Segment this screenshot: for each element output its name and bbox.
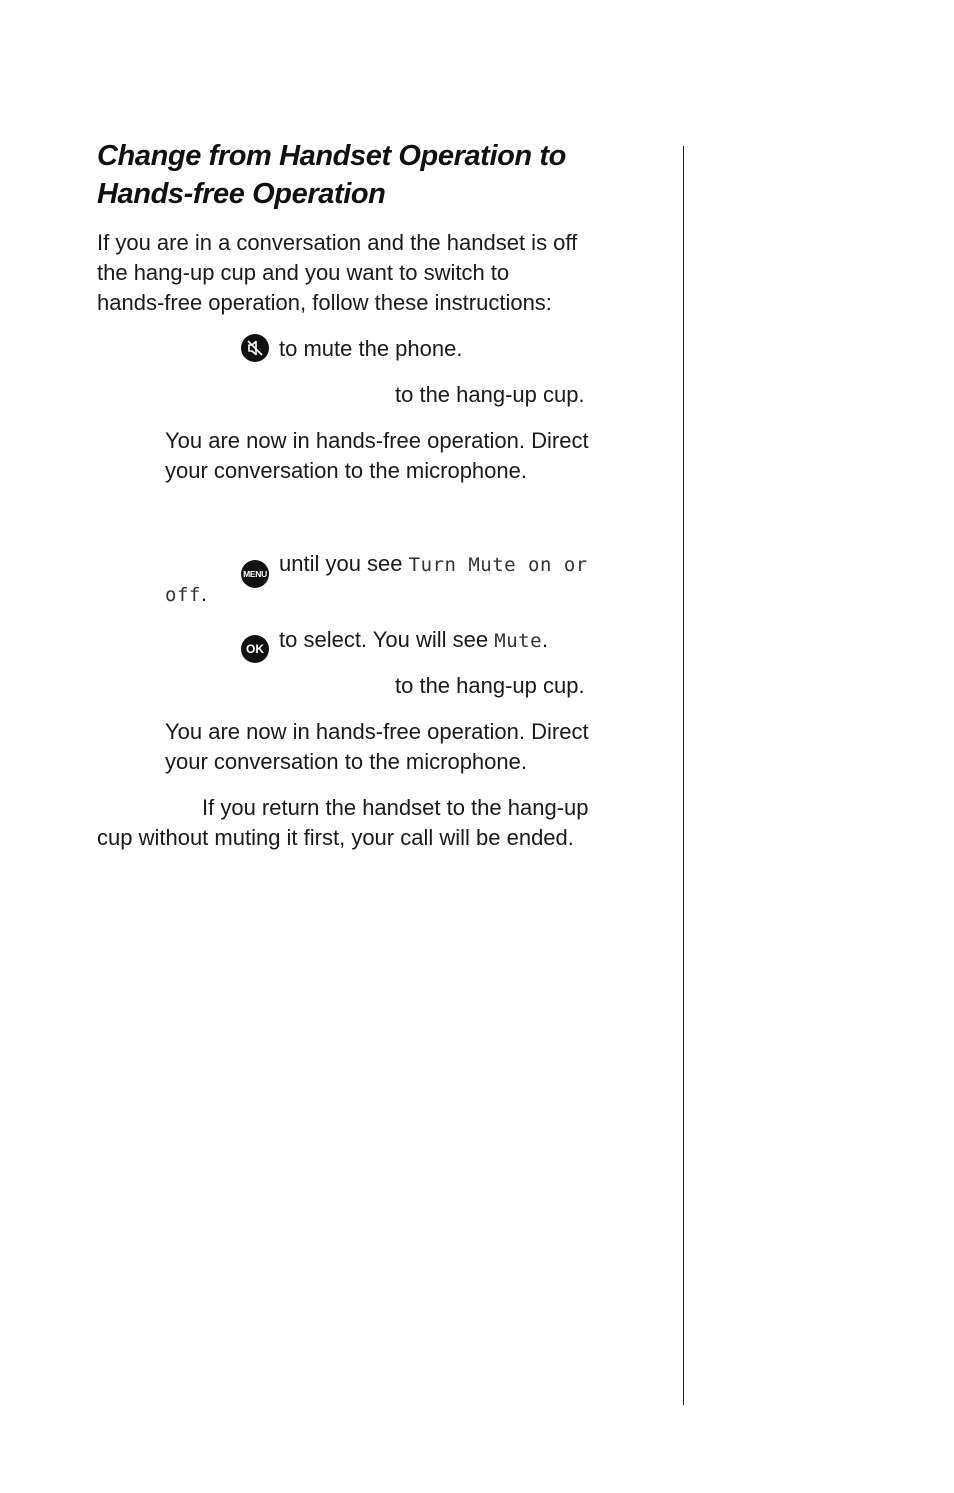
method1-step1-text: to mute the phone. — [279, 336, 463, 361]
lcd-display-turn-mute: Turn Mute on or — [408, 554, 588, 576]
heading-line-2: Hands-free Operation — [97, 178, 386, 210]
intro-line-3: hands-free operation, follow these instructions: — [97, 290, 552, 315]
method2-step1 — [241, 549, 588, 588]
section-heading — [97, 137, 657, 213]
method1-step1 — [241, 334, 462, 364]
method2-step2 — [241, 625, 548, 663]
mute-key-icon — [241, 334, 269, 362]
method1-result-line-1: You are now in hands-free operation. Direct — [165, 428, 589, 453]
column-divider — [683, 146, 684, 1405]
method1-result-line-2: your conversation to the microphone. — [165, 458, 527, 483]
method2-step1-continued — [165, 579, 207, 610]
lcd-display-off: off — [165, 584, 201, 606]
menu-key-icon: MENU — [241, 560, 269, 588]
intro-line-1: If you are in a conversation and the handset is off — [97, 230, 578, 255]
heading-line-1: Change from Handset Operation to — [97, 140, 566, 172]
ok-key-icon: OK — [241, 635, 269, 663]
method2-result-line-1: You are now in hands-free operation. Direct — [165, 719, 589, 744]
lcd-display-mute: Mute — [494, 630, 543, 652]
method2-step3-text: to the hang-up cup. — [395, 673, 585, 698]
method2-step1-text: until you see — [279, 551, 403, 576]
method2-step2-text: to select. You will see — [279, 627, 489, 652]
method2-step1-period: . — [200, 581, 207, 606]
intro-line-2: the hang-up cup and you want to switch to — [97, 260, 510, 285]
method2-step2-period: . — [542, 627, 549, 652]
method1-step2-text: to the hang-up cup. — [395, 382, 585, 407]
note-line-2: cup without muting it first, your call will be ended. — [97, 825, 574, 850]
note-line-1: If you return the handset to the hang-up — [202, 795, 589, 820]
method2-result-line-2: your conversation to the microphone. — [165, 749, 527, 774]
